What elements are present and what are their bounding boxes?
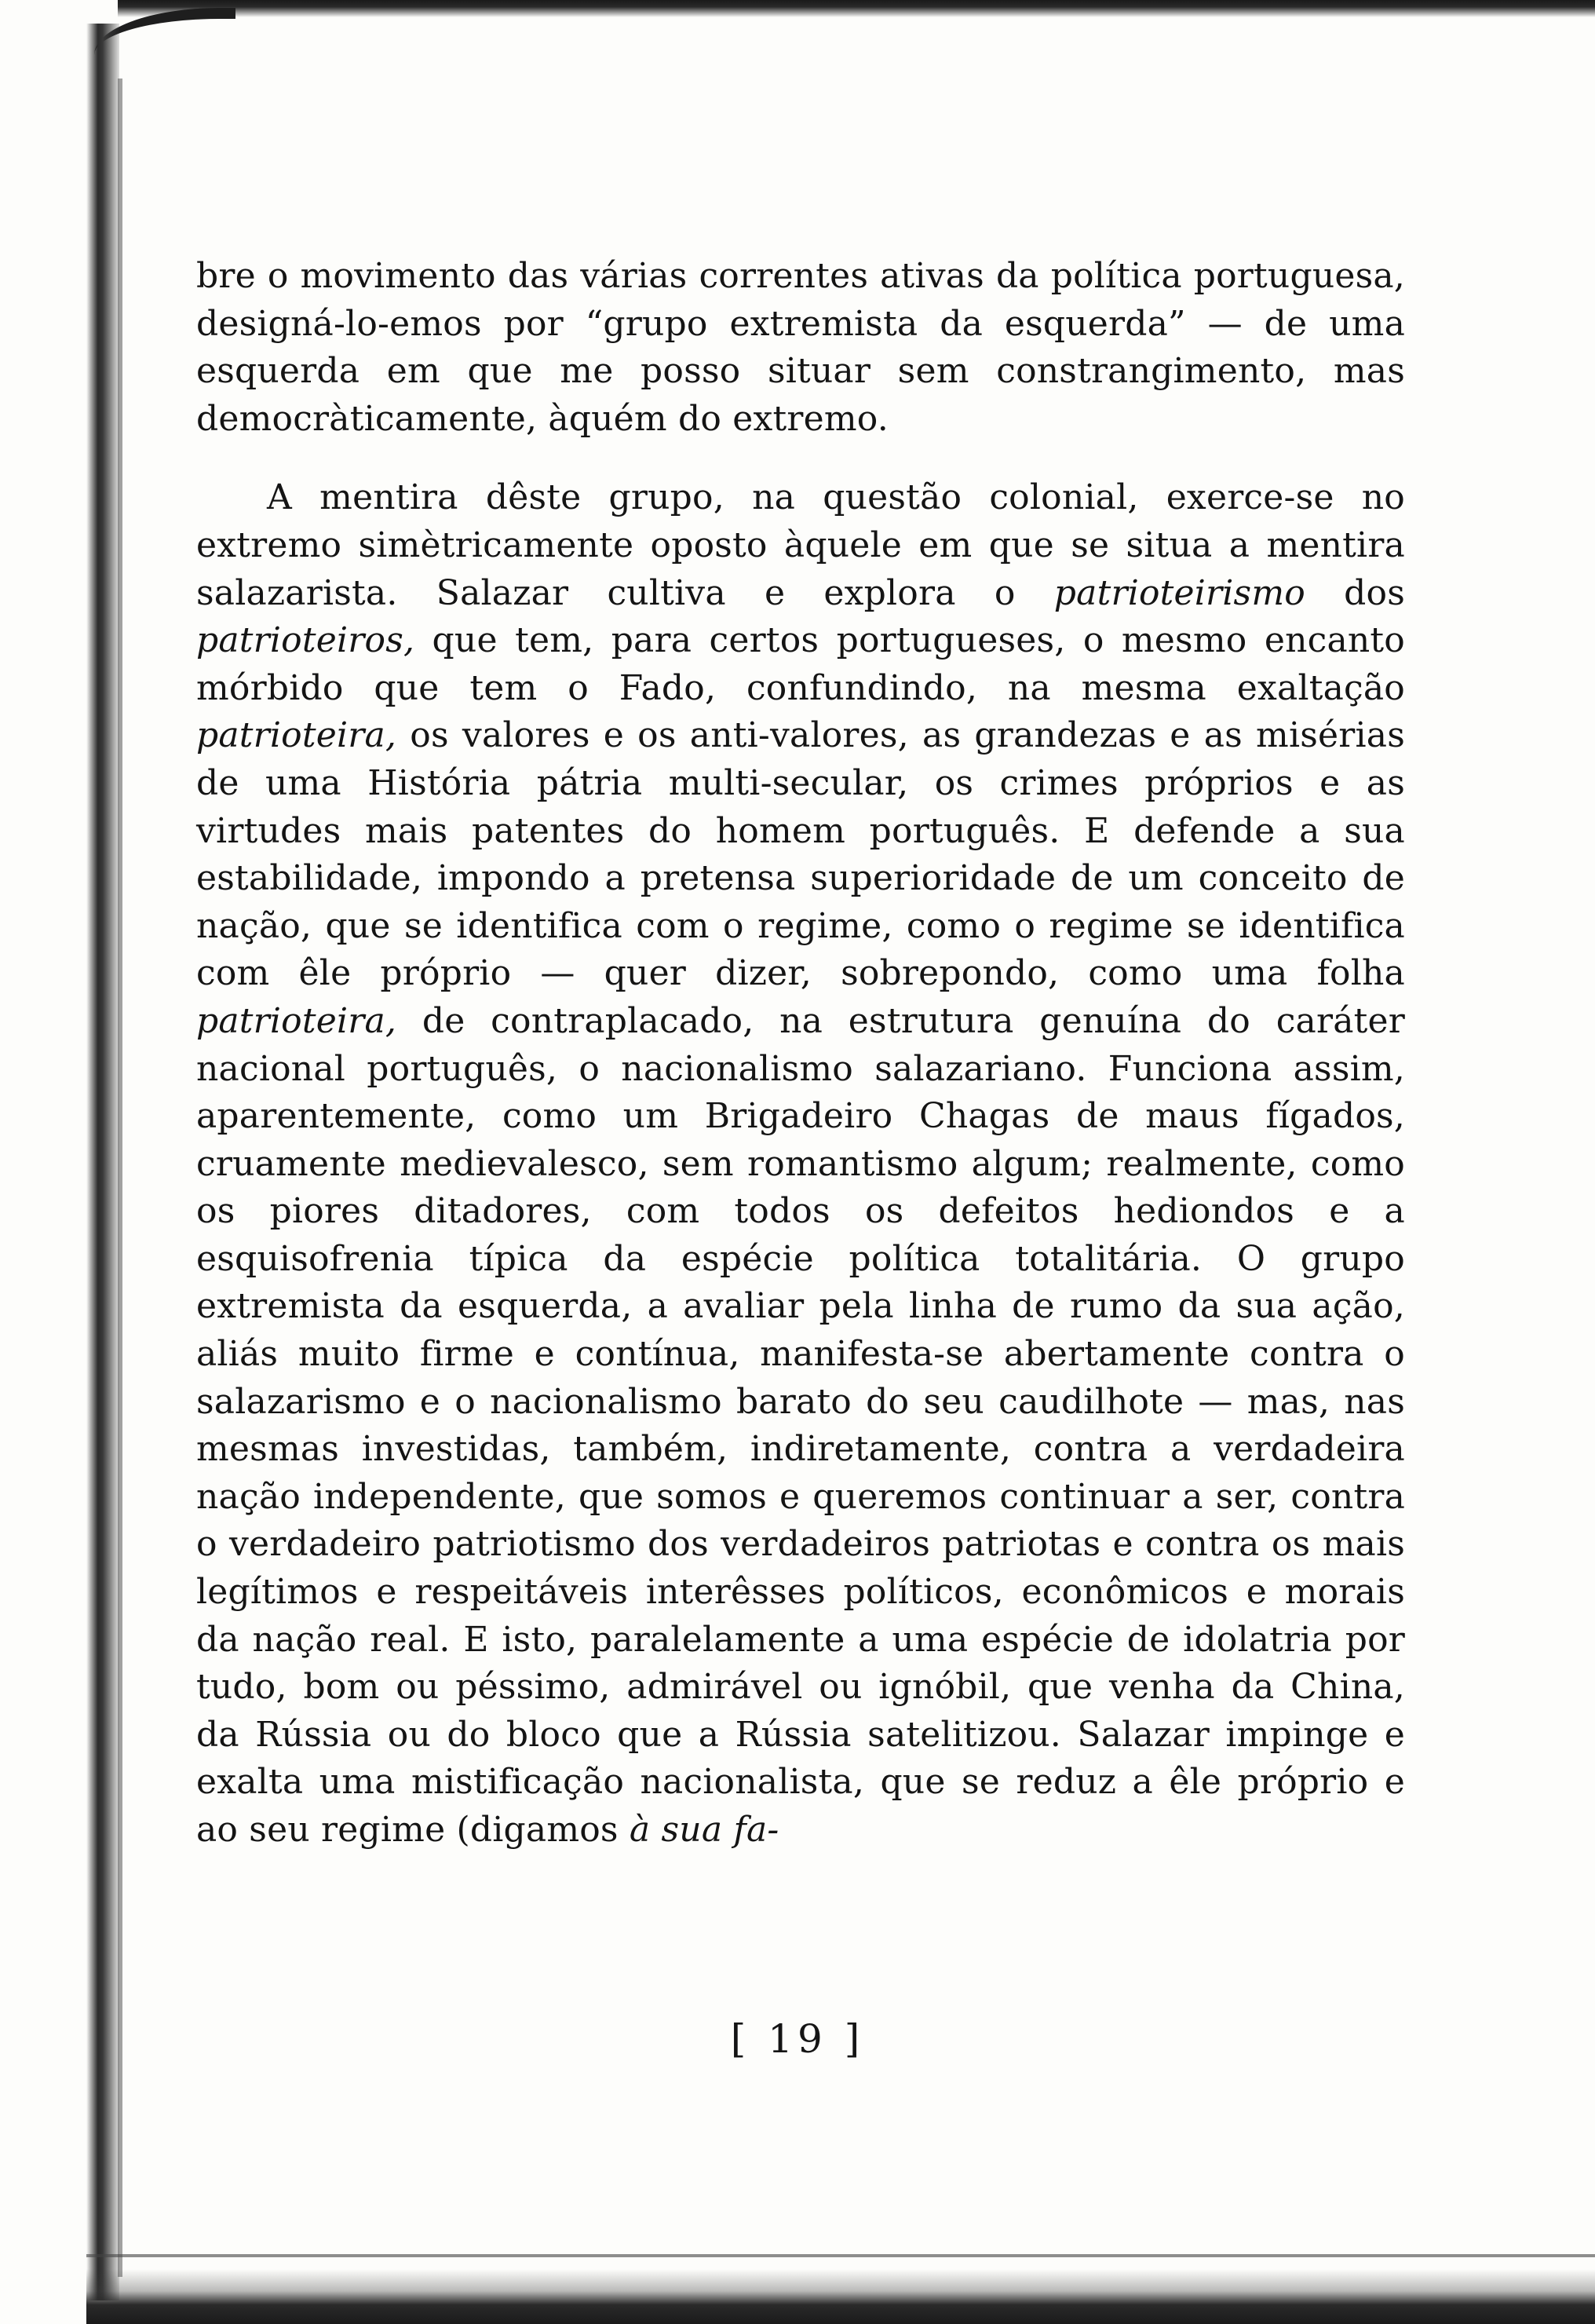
text-segment: de contraplacado, na estrutura genuína do caráter nacional português, o nacionalismo salazariano. Funciona assim, aparentemente, como um Brigadeiro Chagas de maus fígados, cruamente medievalesco, sem romantismo algum; realmente, como os piores ditadores, com todos os defeitos hediondos e a esquisofrenia típica da espécie política totalitária. O grupo extremista da esquerda, a avaliar pela linha de rumo da sua ação, aliás muito firme e contínua, manifesta-se abertamente contra o salazarismo e o nacionalismo barato do seu caudilhote — mas, nas mesmas investidas, também, indiretamente, contra a verdadeira nação independente, que somos e queremos continuar a ser, contra o verdadeiro patriotismo dos verdadeiros patriotas e contra os mais legítimos e respeitáveis interêsses políticos, econômicos e morais da nação real. E isto, paralelamente a uma espécie de idolatria por tudo, bom ou péssimo, admirável ou ignóbil, que venha da China, da Rússia ou do bloco que a Rússia satelitizou. Salazar impinge e exalta uma mistificação nacionalista, que se reduz a êle próprio e ao seu regime (digamos <box>196 1000 1405 1850</box>
scan-bottom-line <box>86 2254 1595 2257</box>
italic-term: patrioteira, <box>196 715 397 756</box>
italic-term: à sua fa- <box>629 1810 779 1850</box>
text-segment: A mentira dêste grupo, na questão colonial, exerce-se no extremo simètricamente oposto àquele em que se situa a mentira salazarista. Salazar cultiva e explora o <box>196 477 1405 613</box>
paragraph-2 <box>196 474 1405 1854</box>
text-segment: bre o movimento das várias correntes ativas da política portuguesa, designá-lo-emos por “grupo extremista da esquerda” — de uma esquerda em que me posso situar sem constrangimento, mas democràticamente, àquém do extremo. <box>196 256 1405 439</box>
paragraph-1 <box>196 253 1405 443</box>
scan-binding-line <box>118 79 122 2277</box>
italic-term: patrioteiros, <box>196 620 415 661</box>
body-text <box>196 253 1405 1854</box>
scan-edge-top <box>118 0 1595 17</box>
italic-term: patrioteirismo <box>1053 572 1305 613</box>
scan-edge-left <box>86 24 119 2300</box>
page-number: [ 19 ] <box>730 2016 865 2062</box>
scan-edge-bottom <box>86 2269 1595 2324</box>
text-segment: os valores e os anti-valores, as grandezas e as misérias de uma História pátria multi-secular, os crimes próprios e as virtudes mais patentes do homem português. E defende a sua estabilidade, impondo a pretensa superioridade de um conceito de nação, que se identifica com o regime, como o regime se identifica com êle próprio — quer dizer, sobrepondo, como uma folha <box>196 715 1405 994</box>
italic-term: patrioteira, <box>196 1000 397 1041</box>
text-segment: que tem, para certos portugueses, o mesmo encanto mórbido que tem o Fado, confundindo, na mesma exaltação <box>196 620 1405 708</box>
text-segment: dos <box>1305 572 1405 613</box>
